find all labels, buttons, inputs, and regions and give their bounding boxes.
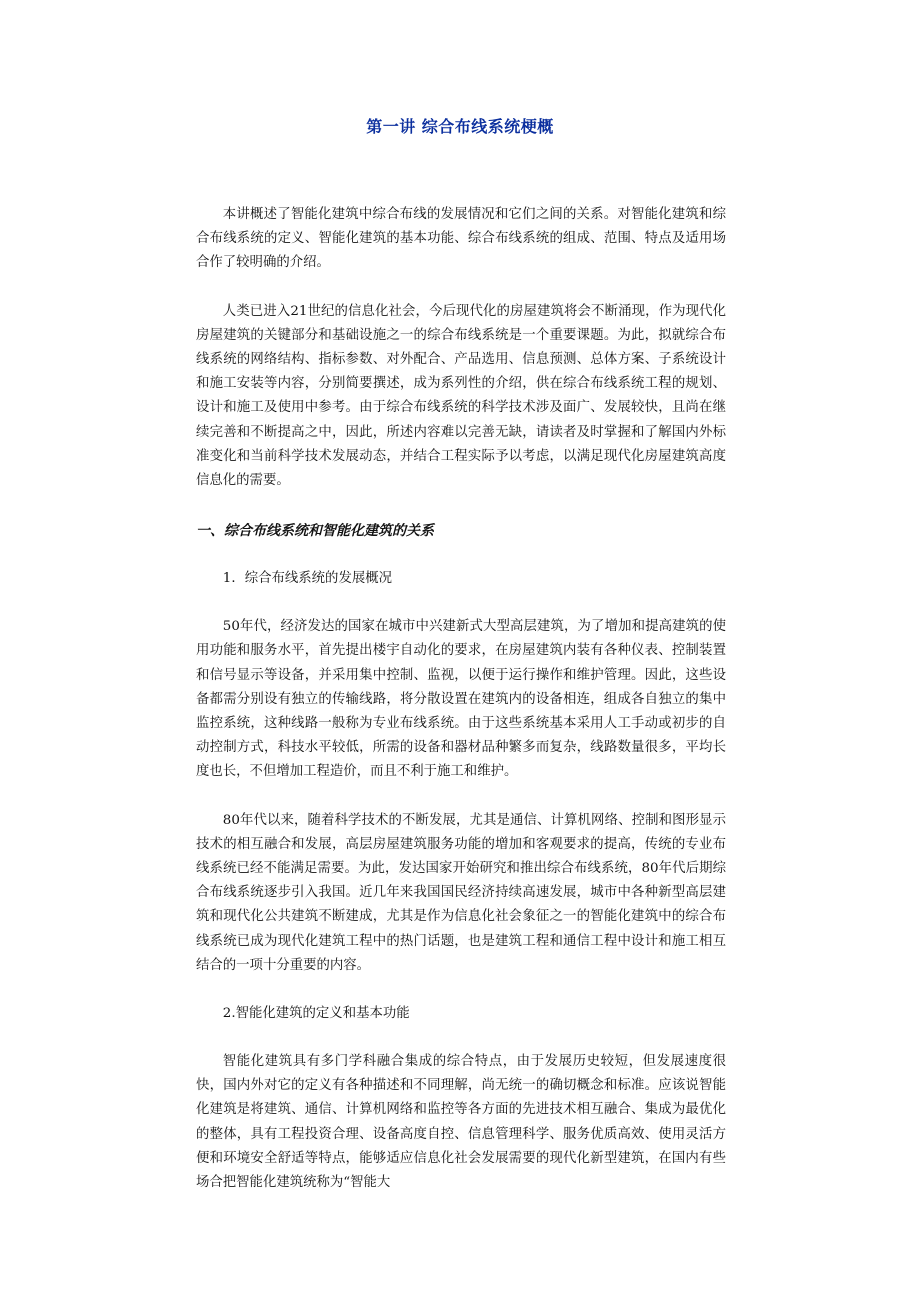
subsection-heading-1: 1．综合布线系统的发展概况: [222, 571, 393, 587]
document-body: [196, 203, 726, 1195]
intro-paragraph-2: 人类已进入21世纪的信息化社会，今后现代化的房屋建筑将会不断涌现，作为现代化房屋建筑的关键部分和基础设施之一的综合布线系统是一个重要课题。为此，拟就综合布线系统的网络结构、指标参数、对外配合、产品选用、信息预测、总体方案、子系统设计和施工安装等内容，分别简要撰述，成为系列性的介绍，供在综合布线系统工程的规划、设计和施工及使用中参考。由于综合布线系统的科学技术涉及面广、发展较快，且尚在继续完善和不断提高之中，因此，所述内容难以完善无缺，请读者及时掌握和了解国内外标准变化和当前科学技术发展动态，并结合工程实际予以考虑，以满足现代化房屋建筑高度信息化的需要。: [196, 303, 726, 489]
subsection-heading-2: 2.智能化建筑的定义和基本功能: [222, 1006, 410, 1022]
section1-paragraph-1: 50年代，经济发达的国家在城市中兴建新式大型高层建筑，为了增加和提高建筑的使用功能和服务水平，首先提出楼宇自动化的要求，在房屋建筑内装有各种仪表、控制装置和信号显示等设备，并采用集中控制、监视，以便于运行操作和维护管理。因此，这些设备都需分别设有独立的传输线路，将分散设置在建筑内的设备相连，组成各自独立的集中监控系统，这种线路一般称为专业布线系统。由于这些系统基本采用人工手动或初步的自动控制方式，科技水平较低，所需的设备和器材品种繁多而复杂，线路数量很多，平均长度也长，不但增加工程造价，而且不利于施工和维护。: [196, 619, 726, 780]
document-title: 第一讲 综合布线系统梗概: [366, 117, 554, 136]
section2-paragraph-1: 智能化建筑具有多门学科融合集成的综合特点，由于发展历史较短，但发展速度很快，国内外对它的定义有各种描述和不同理解，尚无统一的确切概念和标准。应该说智能化建筑是将建筑、通信、计算机网络和监控等各方面的先进技术相互融合、集成为最优化的整体，具有工程投资合理、设备高度自控、信息管理科学、服务优质高效、使用灵活方便和环境安全舒适等特点，能够适应信息化社会发展需要的现代化新型建筑，在国内有些场合把智能化建筑统称为“智能大: [196, 1054, 726, 1191]
intro-paragraph-1: 本讲概述了智能化建筑中综合布线的发展情况和它们之间的关系。对智能化建筑和综合布线系统的定义、智能化建筑的基本功能、综合布线系统的组成、范围、特点及适用场合作了较明确的介绍。: [196, 207, 726, 271]
section1-paragraph-2: 80年代以来，随着科学技术的不断发展，尤其是通信、计算机网络、控制和图形显示技术的相互融合和发展，高层房屋建筑服务功能的增加和客观要求的提高，传统的专业布线系统已经不能满足需要。为此，发达国家开始研究和推出综合布线系统，80年代后期综合布线系统逐步引入我国。近几年来我国国民经济持续高速发展，城市中各种新型高层建筑和现代化公共建筑不断建成，尤其是作为信息化社会象征之一的智能化建筑中的综合布线系统已成为现代化建筑工程中的热门话题，也是建筑工程和通信工程中设计和施工相互结合的一项十分重要的内容。: [196, 812, 726, 973]
section-heading-1: 一、综合布线系统和智能化建筑的关系: [196, 523, 434, 540]
